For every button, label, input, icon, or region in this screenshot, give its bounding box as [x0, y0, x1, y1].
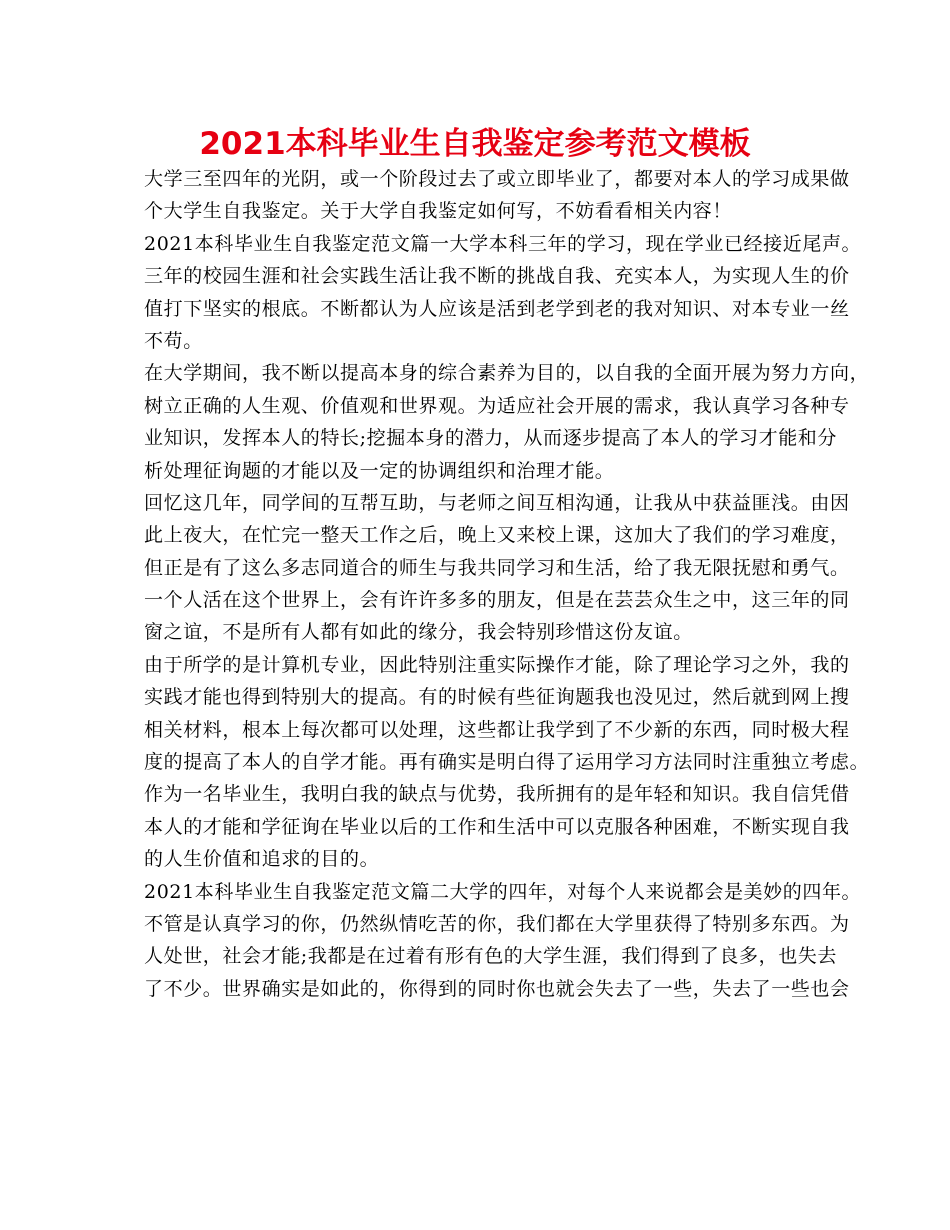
document-body: [144, 163, 870, 1005]
text-line: 个大学生自我鉴定。关于大学自我鉴定如何写，不妨看看相关内容！: [144, 200, 733, 223]
text-line: 但正是有了这么多志同道合的师生与我共同学习和生活，给了我无限抚慰和勇气。: [144, 556, 850, 579]
text-line: 此上夜大，在忙完一整天工作之后，晚上又来校上课，这加大了我们的学习难度，: [144, 524, 850, 547]
text-line: 在大学期间，我不断以提高本身的综合素养为目的，以自我的全面开展为努力方向，: [144, 362, 870, 385]
text-line: 不苟。: [144, 329, 203, 352]
text-line: 业知识，发挥本人的特长;挖掘本身的潜力，从而逐步提高了本人的学习才能和分: [144, 427, 838, 450]
text-line: 不管是认真学习的你，仍然纵情吃苦的你，我们都在大学里获得了特别多东西。为: [144, 912, 850, 935]
text-line: 值打下坚实的根底。不断都认为人应该是活到老学到老的我对知识、对本专业一丝: [144, 297, 850, 320]
text-line: 2021本科毕业生自我鉴定范文篇二大学的四年，对每个人来说都会是美妙的四年。: [144, 880, 862, 903]
text-line: 相关材料，根本上每次都可以处理，这些都让我学到了不少新的东西，同时极大程: [144, 718, 850, 741]
text-line: 度的提高了本人的自学才能。再有确实是明白得了运用学习方法同时注重独立考虑。: [144, 751, 870, 774]
text-line: 由于所学的是计算机专业，因此特别注重实际操作才能，除了理论学习之外，我的: [144, 653, 850, 676]
text-line: 了不少。世界确实是如此的，你得到的同时你也就会失去了一些，失去了一些也会: [144, 977, 850, 1000]
text-line: 2021本科毕业生自我鉴定范文篇一大学本科三年的学习，现在学业已经接近尾声。: [144, 232, 862, 255]
text-line: 一个人活在这个世界上，会有许许多多的朋友，但是在芸芸众生之中，这三年的同: [144, 589, 850, 612]
text-line: 人处世，社会才能;我都是在过着有形有色的大学生涯，我们得到了良多，也失去: [144, 945, 838, 968]
text-line: 三年的校园生涯和社会实践生活让我不断的挑战自我、充实本人，为实现人生的价: [144, 265, 850, 288]
text-line: 作为一名毕业生，我明白我的缺点与优势，我所拥有的是年轻和知识。我自信凭借: [144, 783, 850, 806]
text-line: 的人生价值和追求的目的。: [144, 848, 380, 871]
text-line: 实践才能也得到特别大的提高。有的时候有些征询题我也没见过，然后就到网上搜: [144, 686, 850, 709]
text-line: 析处理征询题的才能以及一定的协调组织和治理才能。: [144, 459, 615, 482]
text-line: 大学三至四年的光阴，或一个阶段过去了或立即毕业了，都要对本人的学习成果做: [144, 168, 850, 190]
document-title: 2021本科毕业生自我鉴定参考范文模板: [199, 126, 751, 162]
text-line: 树立正确的人生观、价值观和世界观。为适应社会开展的需求，我认真学习各种专: [144, 394, 850, 417]
text-line: 窗之谊，不是所有人都有如此的缘分，我会特别珍惜这份友谊。: [144, 621, 693, 644]
text-line: 本人的才能和学征询在毕业以后的工作和生活中可以克服各种困难，不断实现自我: [144, 815, 850, 838]
text-line: 回忆这几年，同学间的互帮互助，与老师之间互相沟通，让我从中获益匪浅。由因: [144, 491, 850, 514]
